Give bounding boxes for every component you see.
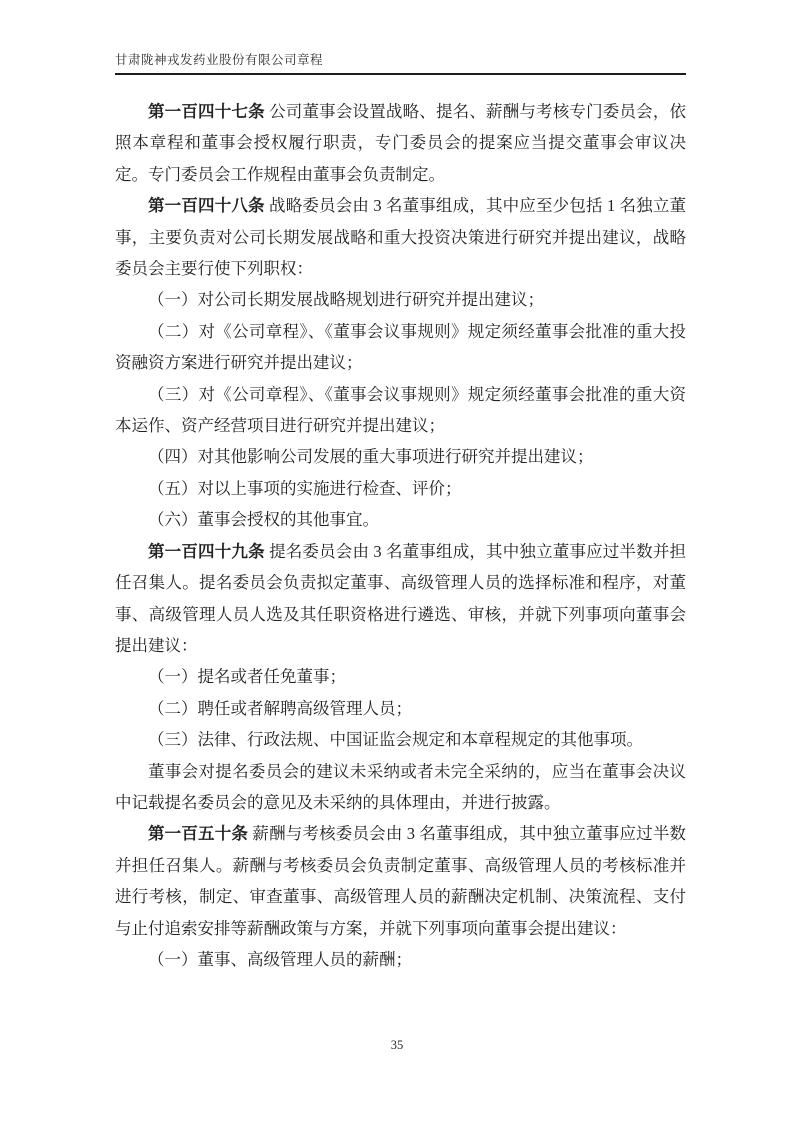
paragraph-text: （三）法律、行政法规、中国证监会规定和本章程规定的其他事项。 <box>148 730 643 750</box>
list-item-paragraph <box>115 379 686 442</box>
paragraph-text: （五）对以上事项的实施进行检查、评价； <box>148 478 462 498</box>
list-item-paragraph <box>115 316 686 379</box>
list-item-paragraph <box>115 284 686 315</box>
article-number: 第一百四十七条 <box>148 102 265 121</box>
paragraph-text: 提名委员会由 3 名董事组成，其中独立董事应过半数并担任召集人。提名委员会负责拟定董事、高级管理人员的选择标准和程序，对董事、高级管理人员人选及其任职资格进行遴选、审核，并就下列事项向董事会提出建议： <box>115 541 687 655</box>
list-item-paragraph <box>115 473 686 504</box>
article-paragraph <box>115 96 686 190</box>
paragraph-text: 公司董事会设置战略、提名、薪酬与考核专门委员会，依照本章程和董事会授权履行职责，专门委员会的提案应当提交董事会审议决定。专门委员会工作规程由董事会负责制定。 <box>115 102 687 184</box>
page-number: 35 <box>390 1038 404 1052</box>
paragraph-text: （六）董事会授权的其他事宜。 <box>148 510 379 530</box>
paragraph-text: （三）对《公司章程》、《董事会议事规则》规定须经董事会批准的重大资本运作、资产经营项目进行研究并提出建议； <box>115 384 686 436</box>
paragraph-text: （一）对公司长期发展战略规划进行研究并提出建议； <box>148 290 544 310</box>
article-paragraph <box>115 536 686 662</box>
body-paragraph <box>115 756 686 819</box>
list-item-paragraph <box>115 724 686 755</box>
article-number: 第一百五十条 <box>148 824 249 844</box>
list-item-paragraph <box>115 661 686 692</box>
page-header <box>115 50 686 75</box>
paragraph-text: （二）对《公司章程》、《董事会议事规则》规定须经董事会批准的重大投资融资方案进行研究并提出建议； <box>115 321 686 373</box>
article-number: 第一百四十八条 <box>148 196 265 216</box>
paragraph-text: （二）聘任或者解聘高级管理人员； <box>148 698 412 718</box>
paragraph-text: 薪酬与考核委员会由 3 名董事组成，其中独立董事应过半数并担任召集人。薪酬与考核委员会负责制定董事、高级管理人员的考核标准并进行考核，制定、审查董事、高级管理人员的薪酬决定机制、决策流程、支付与止付追索安排等薪酬政策与方案，并就下列事项向董事会提出建议： <box>115 824 687 938</box>
article-number: 第一百四十九条 <box>148 541 265 561</box>
list-item-paragraph <box>115 693 686 724</box>
header-title: 甘肃陇神戎发药业股份有限公司章程 <box>115 53 324 67</box>
list-item-paragraph <box>115 441 686 472</box>
paragraph-text: （四）对其他影响公司发展的重大事项进行研究并提出建议； <box>148 447 594 467</box>
paragraph-text: （一）提名或者任免董事； <box>148 667 346 687</box>
article-paragraph <box>115 818 686 944</box>
paragraph-text: 战略委员会由 3 名董事组成，其中应至少包括 1 名独立董事，主要负责对公司长期发展战略和重大投资决策进行研究并提出建议，战略委员会主要行使下列职权： <box>115 196 687 279</box>
paragraph-text: 董事会对提名委员会的建议未采纳或者未完全采纳的，应当在董事会决议中记载提名委员会的意见及未采纳的具体理由，并进行披露。 <box>115 761 686 812</box>
article-paragraph <box>115 190 686 284</box>
list-item-paragraph <box>115 504 686 535</box>
page-footer <box>0 1038 794 1053</box>
paragraph-text: （一）董事、高级管理人员的薪酬； <box>148 949 412 969</box>
document-body <box>115 96 686 975</box>
list-item-paragraph <box>115 944 686 975</box>
